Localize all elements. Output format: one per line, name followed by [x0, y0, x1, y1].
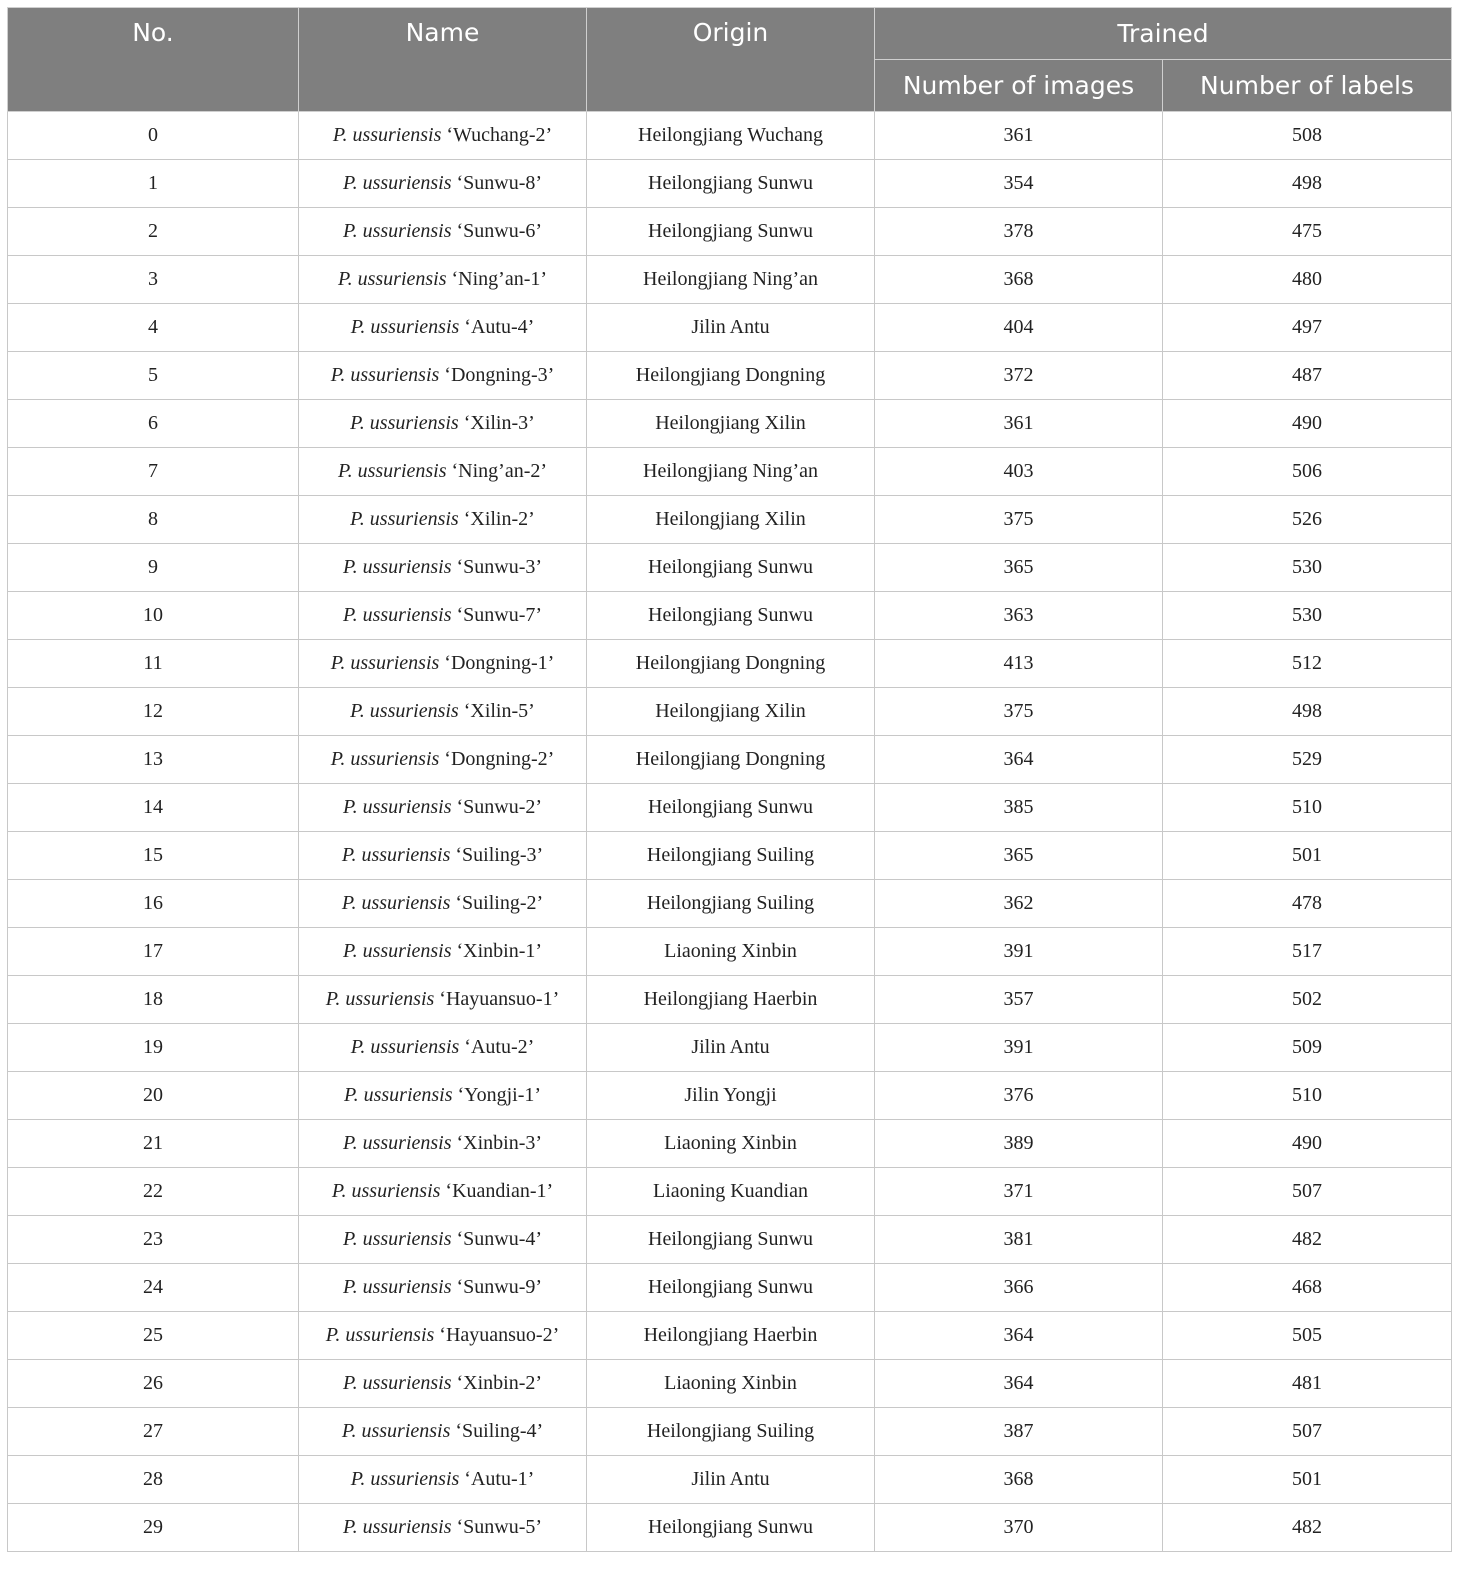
- cell-name-genus: P. ussuriensis: [342, 1372, 452, 1394]
- cell-no: 6: [8, 400, 299, 448]
- header-trained: Trained: [875, 8, 1452, 60]
- cell-name-genus: P. ussuriensis: [343, 1084, 453, 1106]
- cell-number-of-images: 391: [875, 928, 1163, 976]
- cell-number-of-images: 403: [875, 448, 1163, 496]
- cell-name-cultivar: ‘Autu-4’: [464, 316, 535, 338]
- cell-no: 17: [8, 928, 299, 976]
- cell-number-of-labels: 482: [1163, 1504, 1452, 1552]
- cell-number-of-labels: 530: [1163, 592, 1452, 640]
- cell-number-of-labels: 487: [1163, 352, 1452, 400]
- cell-name-cultivar: ‘Suiling-2’: [455, 892, 544, 914]
- table-row: [8, 688, 1452, 736]
- table-row: [8, 448, 1452, 496]
- cell-name: [299, 400, 587, 448]
- cell-number-of-images: 375: [875, 688, 1163, 736]
- cell-no: 2: [8, 208, 299, 256]
- cell-name-genus: P. ussuriensis: [341, 844, 451, 866]
- cell-origin: Heilongjiang Xilin: [587, 400, 875, 448]
- cell-number-of-labels: 498: [1163, 160, 1452, 208]
- cell-name-cultivar: ‘Sunwu-6’: [456, 220, 543, 242]
- table-row: [8, 640, 1452, 688]
- cell-number-of-labels: 501: [1163, 832, 1452, 880]
- cell-number-of-labels: 512: [1163, 640, 1452, 688]
- cell-number-of-labels: 478: [1163, 880, 1452, 928]
- cell-origin: Heilongjiang Dongning: [587, 352, 875, 400]
- cell-origin: Heilongjiang Dongning: [587, 736, 875, 784]
- cell-name: [299, 496, 587, 544]
- cell-number-of-labels: 510: [1163, 784, 1452, 832]
- cell-no: 19: [8, 1024, 299, 1072]
- cell-origin: Liaoning Xinbin: [587, 1120, 875, 1168]
- cell-number-of-images: 370: [875, 1504, 1163, 1552]
- table-body: [8, 112, 1452, 1552]
- table-row: [8, 736, 1452, 784]
- cell-name-cultivar: ‘Suiling-3’: [455, 844, 544, 866]
- cell-no: 29: [8, 1504, 299, 1552]
- cell-name-genus: P. ussuriensis: [330, 748, 440, 770]
- cell-number-of-images: 365: [875, 544, 1163, 592]
- cell-name-genus: P. ussuriensis: [342, 604, 452, 626]
- cell-no: 28: [8, 1456, 299, 1504]
- cell-name-genus: P. ussuriensis: [342, 1516, 452, 1538]
- cell-name: [299, 1024, 587, 1072]
- table-row: [8, 1072, 1452, 1120]
- table-row: [8, 1312, 1452, 1360]
- cell-name-genus: P. ussuriensis: [341, 1420, 451, 1442]
- cell-origin: Heilongjiang Haerbin: [587, 1312, 875, 1360]
- cell-name: [299, 976, 587, 1024]
- cell-number-of-labels: 490: [1163, 400, 1452, 448]
- cell-no: 27: [8, 1408, 299, 1456]
- table-row: [8, 1168, 1452, 1216]
- cell-name: [299, 1264, 587, 1312]
- cell-no: 8: [8, 496, 299, 544]
- cell-name: [299, 640, 587, 688]
- cell-name: [299, 1360, 587, 1408]
- cell-no: 11: [8, 640, 299, 688]
- cell-no: 18: [8, 976, 299, 1024]
- cell-number-of-labels: 526: [1163, 496, 1452, 544]
- cell-name-cultivar: ‘Sunwu-8’: [456, 172, 543, 194]
- cell-name-genus: P. ussuriensis: [350, 412, 459, 434]
- cell-number-of-images: 364: [875, 1360, 1163, 1408]
- cell-name-cultivar: ‘Ning’an-1’: [451, 268, 548, 290]
- cell-name: [299, 1312, 587, 1360]
- table-row: [8, 1264, 1452, 1312]
- cell-name: [299, 1072, 587, 1120]
- cell-name-genus: P. ussuriensis: [342, 940, 452, 962]
- cell-name-cultivar: ‘Kuandian-1’: [445, 1180, 554, 1202]
- cell-origin: Jilin Antu: [587, 1456, 875, 1504]
- cell-number-of-images: 362: [875, 880, 1163, 928]
- cell-name: [299, 160, 587, 208]
- cell-number-of-images: 364: [875, 1312, 1163, 1360]
- cell-origin: Heilongjiang Suiling: [587, 1408, 875, 1456]
- cell-no: 20: [8, 1072, 299, 1120]
- cell-name: [299, 832, 587, 880]
- cell-no: 12: [8, 688, 299, 736]
- cell-name-cultivar: ‘Sunwu-7’: [456, 604, 543, 626]
- cell-name-cultivar: ‘Autu-1’: [464, 1468, 535, 1490]
- cell-origin: Heilongjiang Sunwu: [587, 160, 875, 208]
- cell-origin: Jilin Yongji: [587, 1072, 875, 1120]
- cell-name-genus: P. ussuriensis: [342, 1228, 452, 1250]
- cell-name-cultivar: ‘Xinbin-1’: [456, 940, 543, 962]
- cell-name-genus: P. ussuriensis: [350, 1468, 460, 1490]
- cell-name-genus: P. ussuriensis: [332, 124, 442, 146]
- cell-number-of-labels: 517: [1163, 928, 1452, 976]
- cell-origin: Heilongjiang Wuchang: [587, 112, 875, 160]
- cell-name: [299, 1504, 587, 1552]
- cell-no: 4: [8, 304, 299, 352]
- cell-name: [299, 592, 587, 640]
- cell-origin: Heilongjiang Ning’an: [587, 256, 875, 304]
- cell-name-genus: P. ussuriensis: [330, 364, 440, 386]
- cell-number-of-images: 365: [875, 832, 1163, 880]
- cell-origin: Heilongjiang Suiling: [587, 880, 875, 928]
- cell-name-genus: P. ussuriensis: [331, 1180, 441, 1202]
- table-row: [8, 1456, 1452, 1504]
- cell-no: 15: [8, 832, 299, 880]
- table-row: [8, 1504, 1452, 1552]
- cell-origin: Heilongjiang Sunwu: [587, 592, 875, 640]
- table-row: [8, 160, 1452, 208]
- cell-number-of-labels: 508: [1163, 112, 1452, 160]
- cell-no: 26: [8, 1360, 299, 1408]
- cell-number-of-images: 372: [875, 352, 1163, 400]
- cell-number-of-images: 381: [875, 1216, 1163, 1264]
- header-name: Name: [299, 8, 587, 112]
- cell-number-of-labels: 480: [1163, 256, 1452, 304]
- table-row: [8, 1360, 1452, 1408]
- cell-no: 22: [8, 1168, 299, 1216]
- table-row: [8, 1216, 1452, 1264]
- cell-origin: Liaoning Xinbin: [587, 928, 875, 976]
- cell-name: [299, 928, 587, 976]
- cell-no: 23: [8, 1216, 299, 1264]
- cell-name: [299, 1216, 587, 1264]
- cell-origin: Heilongjiang Ning’an: [587, 448, 875, 496]
- cell-name-cultivar: ‘Sunwu-5’: [456, 1516, 543, 1538]
- cell-name-cultivar: ‘Sunwu-4’: [456, 1228, 543, 1250]
- cell-number-of-labels: 530: [1163, 544, 1452, 592]
- header-row-1: [8, 8, 1452, 60]
- cell-name-cultivar: ‘Yongji-1’: [457, 1084, 542, 1106]
- table-row: [8, 256, 1452, 304]
- cell-no: 10: [8, 592, 299, 640]
- cell-no: 3: [8, 256, 299, 304]
- cell-name-genus: P. ussuriensis: [350, 700, 459, 722]
- cell-name: [299, 1168, 587, 1216]
- cell-name-genus: P. ussuriensis: [342, 1276, 452, 1298]
- cell-origin: Heilongjiang Sunwu: [587, 1504, 875, 1552]
- cell-name: [299, 736, 587, 784]
- cell-origin: Heilongjiang Xilin: [587, 688, 875, 736]
- cell-number-of-labels: 498: [1163, 688, 1452, 736]
- table-row: [8, 784, 1452, 832]
- cell-origin: Heilongjiang Sunwu: [587, 784, 875, 832]
- cell-number-of-images: 366: [875, 1264, 1163, 1312]
- cell-no: 5: [8, 352, 299, 400]
- cell-origin: Heilongjiang Sunwu: [587, 1216, 875, 1264]
- cell-name-genus: P. ussuriensis: [342, 1132, 452, 1154]
- cell-origin: Heilongjiang Dongning: [587, 640, 875, 688]
- cell-name-cultivar: ‘Sunwu-9’: [456, 1276, 543, 1298]
- cell-number-of-images: 376: [875, 1072, 1163, 1120]
- cell-name: [299, 304, 587, 352]
- cell-no: 7: [8, 448, 299, 496]
- cell-name-cultivar: ‘Sunwu-2’: [456, 796, 543, 818]
- cell-name: [299, 208, 587, 256]
- cell-number-of-images: 391: [875, 1024, 1163, 1072]
- cell-origin: Heilongjiang Haerbin: [587, 976, 875, 1024]
- cell-name-genus: P. ussuriensis: [337, 460, 447, 482]
- table-row: [8, 880, 1452, 928]
- header-no: No.: [8, 8, 299, 112]
- cell-number-of-labels: 502: [1163, 976, 1452, 1024]
- cell-origin: Heilongjiang Suiling: [587, 832, 875, 880]
- cell-name-genus: P. ussuriensis: [330, 652, 440, 674]
- cell-number-of-images: 368: [875, 256, 1163, 304]
- table-row: [8, 1408, 1452, 1456]
- table-row: [8, 352, 1452, 400]
- cell-name-genus: P. ussuriensis: [342, 172, 452, 194]
- cell-name: [299, 1456, 587, 1504]
- cell-number-of-images: 361: [875, 400, 1163, 448]
- cell-name: [299, 880, 587, 928]
- table-row: [8, 1024, 1452, 1072]
- cell-number-of-images: 378: [875, 208, 1163, 256]
- cell-name-genus: P. ussuriensis: [350, 316, 460, 338]
- cell-name-cultivar: ‘Hayuansuo-1’: [439, 988, 560, 1010]
- cell-name-genus: P. ussuriensis: [337, 268, 447, 290]
- cell-number-of-labels: 529: [1163, 736, 1452, 784]
- table-row: [8, 832, 1452, 880]
- cell-number-of-images: 357: [875, 976, 1163, 1024]
- cell-number-of-images: 361: [875, 112, 1163, 160]
- cell-name-cultivar: ‘Xilin-5’: [463, 700, 535, 722]
- cell-number-of-images: 368: [875, 1456, 1163, 1504]
- cell-no: 9: [8, 544, 299, 592]
- cell-origin: Heilongjiang Xilin: [587, 496, 875, 544]
- cell-name-cultivar: ‘Suiling-4’: [455, 1420, 544, 1442]
- cell-name-cultivar: ‘Xilin-2’: [463, 508, 535, 530]
- cell-name-cultivar: ‘Dongning-3’: [444, 364, 555, 386]
- cultivar-table: [7, 7, 1452, 1552]
- cell-name-cultivar: ‘Wuchang-2’: [446, 124, 553, 146]
- cell-name: [299, 784, 587, 832]
- cell-name-genus: P. ussuriensis: [350, 508, 459, 530]
- cell-name: [299, 1408, 587, 1456]
- cell-no: 16: [8, 880, 299, 928]
- cell-name-cultivar: ‘Sunwu-3’: [456, 556, 543, 578]
- cell-name-genus: P. ussuriensis: [325, 988, 435, 1010]
- cell-number-of-labels: 506: [1163, 448, 1452, 496]
- cell-no: 13: [8, 736, 299, 784]
- cell-origin: Liaoning Kuandian: [587, 1168, 875, 1216]
- cell-name-cultivar: ‘Autu-2’: [464, 1036, 535, 1058]
- cell-number-of-labels: 482: [1163, 1216, 1452, 1264]
- cell-name: [299, 112, 587, 160]
- table-row: [8, 400, 1452, 448]
- table-row: [8, 496, 1452, 544]
- cell-number-of-labels: 509: [1163, 1024, 1452, 1072]
- cell-no: 21: [8, 1120, 299, 1168]
- cell-number-of-labels: 507: [1163, 1168, 1452, 1216]
- cell-name: [299, 256, 587, 304]
- cell-number-of-labels: 507: [1163, 1408, 1452, 1456]
- cell-name-cultivar: ‘Hayuansuo-2’: [439, 1324, 560, 1346]
- cell-number-of-labels: 490: [1163, 1120, 1452, 1168]
- cell-no: 14: [8, 784, 299, 832]
- cell-name-cultivar: ‘Dongning-2’: [444, 748, 555, 770]
- table-row: [8, 592, 1452, 640]
- cell-name-genus: P. ussuriensis: [342, 556, 452, 578]
- table-row: [8, 304, 1452, 352]
- cell-number-of-images: 389: [875, 1120, 1163, 1168]
- cell-origin: Jilin Antu: [587, 304, 875, 352]
- cell-name-cultivar: ‘Dongning-1’: [444, 652, 555, 674]
- table-header: [8, 8, 1452, 112]
- cell-number-of-images: 375: [875, 496, 1163, 544]
- cell-name-cultivar: ‘Xinbin-2’: [456, 1372, 543, 1394]
- cell-number-of-labels: 468: [1163, 1264, 1452, 1312]
- cell-number-of-labels: 505: [1163, 1312, 1452, 1360]
- cell-name-genus: P. ussuriensis: [342, 796, 452, 818]
- cell-name: [299, 544, 587, 592]
- cell-name-genus: P. ussuriensis: [350, 1036, 460, 1058]
- cell-name: [299, 1120, 587, 1168]
- cell-number-of-labels: 481: [1163, 1360, 1452, 1408]
- table-row: [8, 1120, 1452, 1168]
- data-table-container: [7, 7, 1451, 1552]
- cell-number-of-images: 387: [875, 1408, 1163, 1456]
- table-row: [8, 112, 1452, 160]
- cell-number-of-labels: 501: [1163, 1456, 1452, 1504]
- cell-number-of-images: 363: [875, 592, 1163, 640]
- cell-number-of-images: 404: [875, 304, 1163, 352]
- cell-name-cultivar: ‘Xinbin-3’: [456, 1132, 543, 1154]
- cell-number-of-labels: 475: [1163, 208, 1452, 256]
- cell-number-of-images: 364: [875, 736, 1163, 784]
- cell-name-genus: P. ussuriensis: [341, 892, 451, 914]
- cell-name: [299, 688, 587, 736]
- cell-name-genus: P. ussuriensis: [325, 1324, 435, 1346]
- cell-name: [299, 448, 587, 496]
- cell-number-of-labels: 510: [1163, 1072, 1452, 1120]
- cell-no: 1: [8, 160, 299, 208]
- cell-origin: Jilin Antu: [587, 1024, 875, 1072]
- cell-name: [299, 352, 587, 400]
- cell-origin: Heilongjiang Sunwu: [587, 1264, 875, 1312]
- cell-no: 25: [8, 1312, 299, 1360]
- cell-origin: Liaoning Xinbin: [587, 1360, 875, 1408]
- cell-number-of-images: 385: [875, 784, 1163, 832]
- cell-number-of-labels: 497: [1163, 304, 1452, 352]
- header-number-of-images: Number of images: [875, 60, 1163, 112]
- cell-name-cultivar: ‘Ning’an-2’: [451, 460, 548, 482]
- table-row: [8, 544, 1452, 592]
- cell-origin: Heilongjiang Sunwu: [587, 544, 875, 592]
- cell-origin: Heilongjiang Sunwu: [587, 208, 875, 256]
- table-row: [8, 208, 1452, 256]
- table-row: [8, 928, 1452, 976]
- cell-no: 0: [8, 112, 299, 160]
- header-origin: Origin: [587, 8, 875, 112]
- cell-name-cultivar: ‘Xilin-3’: [463, 412, 535, 434]
- cell-number-of-images: 354: [875, 160, 1163, 208]
- cell-no: 24: [8, 1264, 299, 1312]
- table-row: [8, 976, 1452, 1024]
- cell-number-of-images: 371: [875, 1168, 1163, 1216]
- cell-name-genus: P. ussuriensis: [342, 220, 452, 242]
- header-number-of-labels: Number of labels: [1163, 60, 1452, 112]
- cell-number-of-images: 413: [875, 640, 1163, 688]
